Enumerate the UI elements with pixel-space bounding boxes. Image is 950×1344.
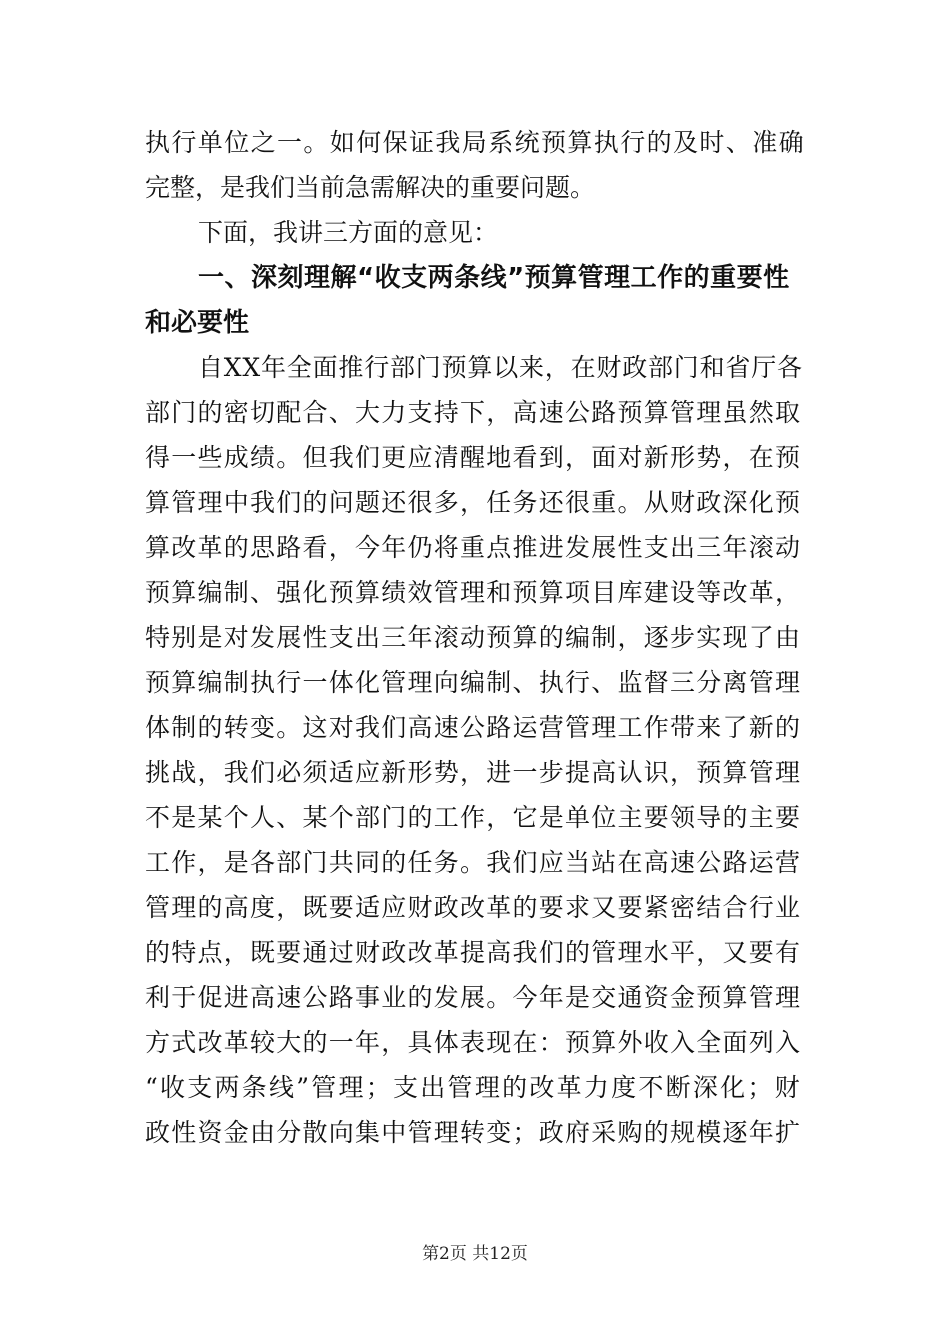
- text-line: 工作，是各部门共同的任务。我们应当站在高速公路运营: [145, 848, 802, 877]
- text-line: 完整，是我们当前急需解决的重要问题。: [145, 173, 596, 202]
- text-line: 挑战，我们必须适应新形势，进一步提高认识，预算管理: [145, 758, 802, 787]
- text-line: 得一些成绩。但我们更应清醒地看到，面对新形势，在预: [145, 443, 802, 472]
- text-line: 利于促进高速公路事业的发展。今年是交通资金预算管理: [145, 983, 802, 1012]
- text-line: 不是某个人、某个部门的工作，它是单位主要领导的主要: [145, 803, 802, 832]
- text-line: 部门的密切配合、大力支持下，高速公路预算管理虽然取: [145, 398, 802, 427]
- text-line: 的特点，既要通过财政改革提高我们的管理水平，又要有: [145, 938, 802, 967]
- text-line: 方式改革较大的一年，具体表现在：预算外收入全面列入: [145, 1028, 802, 1057]
- text-line: 算管理中我们的问题还很多，任务还很重。从财政深化预: [145, 488, 802, 517]
- text-line: 自XX年全面推行部门预算以来，在财政部门和省厅各: [198, 353, 803, 382]
- text-line: “收支两条线”管理；支出管理的改革力度不断深化；财: [145, 1073, 802, 1102]
- text-line: 执行单位之一。如何保证我局系统预算执行的及时、准确: [145, 128, 806, 157]
- text-line: 体制的转变。这对我们高速公路运营管理工作带来了新的: [145, 713, 802, 742]
- section-heading-continued: 和必要性: [145, 308, 250, 338]
- text-line: 算改革的思路看，今年仍将重点推进发展性支出三年滚动: [145, 533, 802, 562]
- text-line: 管理的高度，既要适应财政改革的要求又要紧密结合行业: [145, 893, 802, 922]
- text-line: 政性资金由分散向集中管理转变；政府采购的规模逐年扩: [145, 1118, 802, 1147]
- section-heading: 一、深刻理解“收支两条线”预算管理工作的重要性: [198, 263, 790, 293]
- text-line: 下面，我讲三方面的意见：: [198, 218, 499, 247]
- text-line: 预算编制、强化预算绩效管理和预算项目库建设等改革，: [145, 578, 802, 607]
- page-number-footer: 第2页 共12页: [422, 1244, 528, 1264]
- text-line: 预算编制执行一体化管理向编制、执行、监督三分离管理: [145, 668, 802, 697]
- text-line: 特别是对发展性支出三年滚动预算的编制，逐步实现了由: [145, 623, 802, 652]
